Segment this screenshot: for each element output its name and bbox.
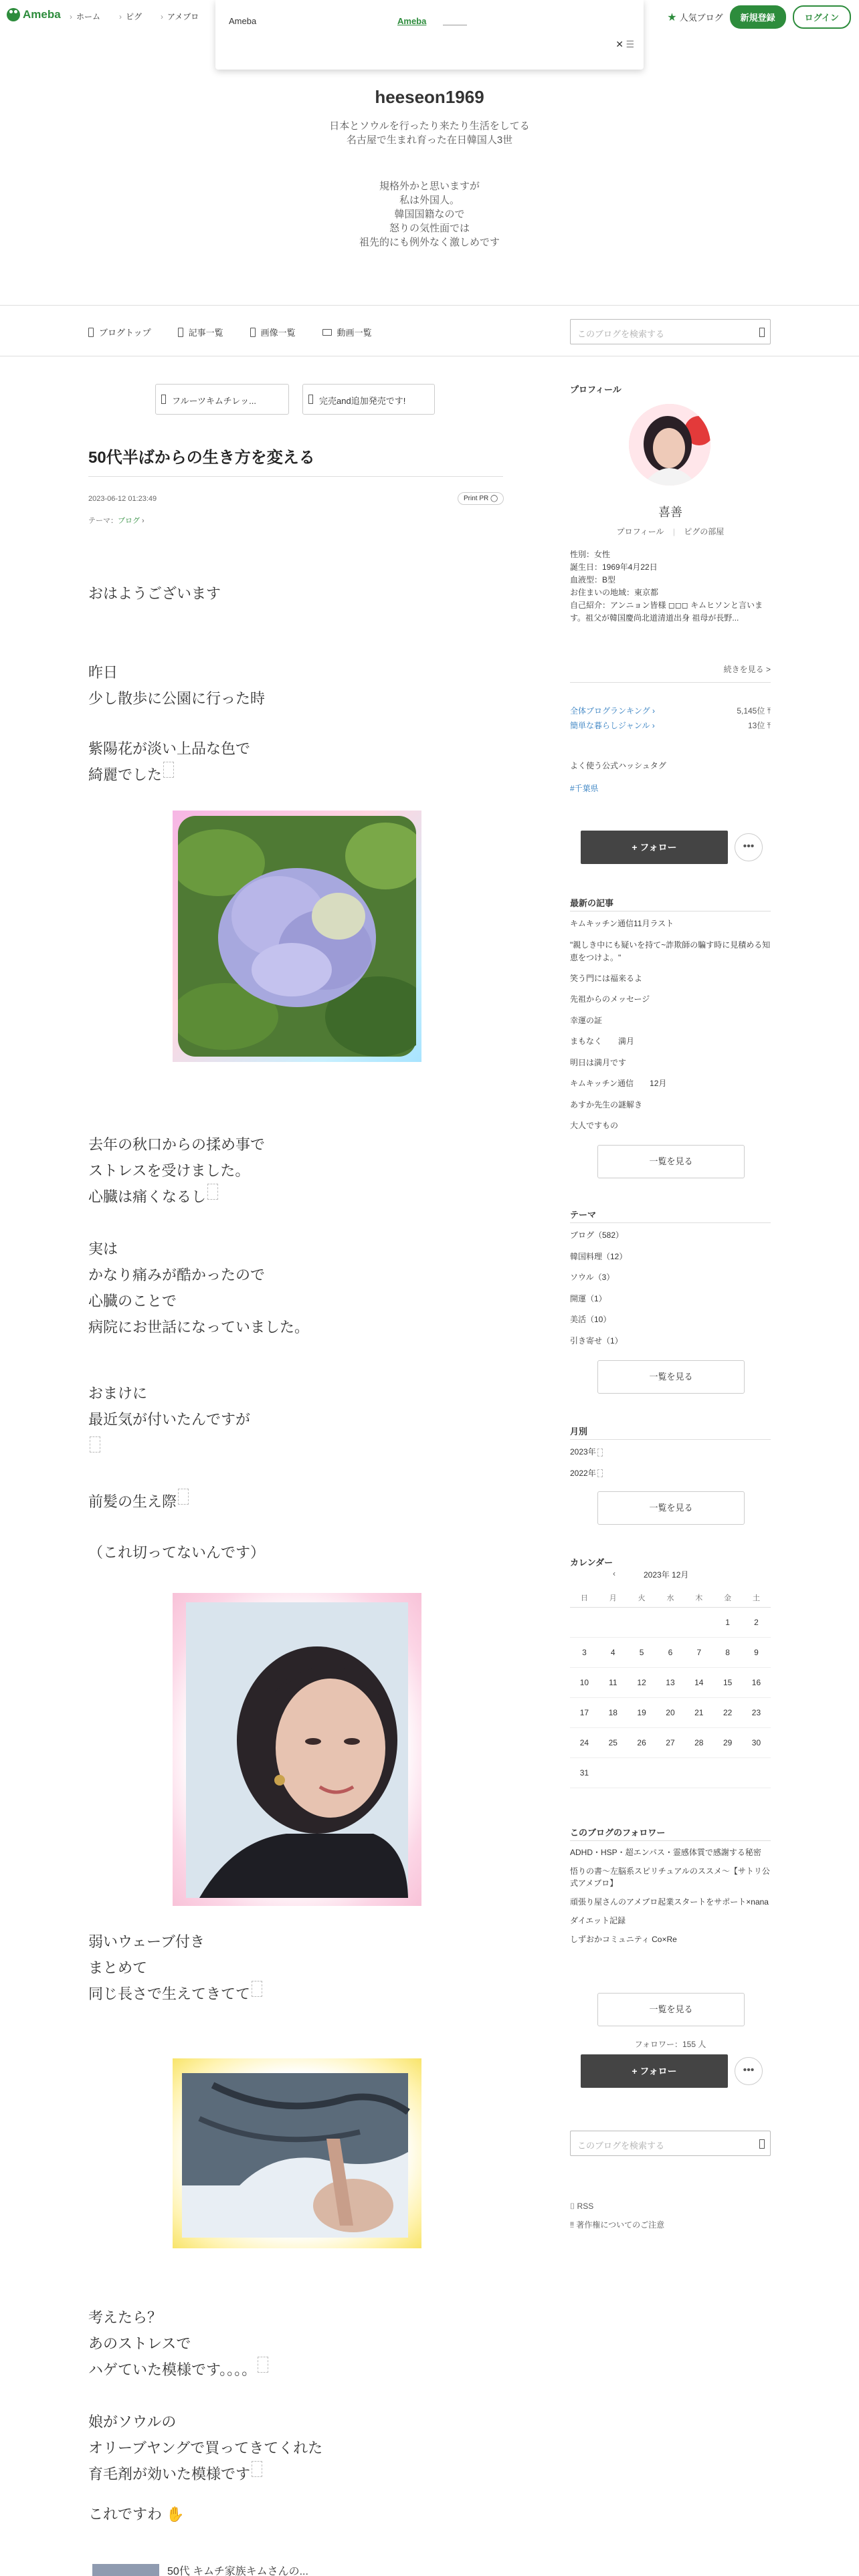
divider	[570, 1439, 771, 1440]
post-paragraph: 実は かなり痛みが酷かったので 心臓のことで 病院にお世話になっていました。	[88, 1241, 310, 1335]
post-paragraph: 去年の秋口からの揉め事で ストレスを受けました。 心臓は痛くなるし	[88, 1136, 266, 1205]
genre-ranking-link[interactable]: 簡単な暮らしジャンル ›	[570, 721, 655, 730]
calendar-day	[684, 1758, 713, 1788]
recent-item[interactable]: "親しき中にも疑いを持て~詐欺師の騙す時に見積める知恵をつけよ。"	[570, 940, 771, 962]
recent-item[interactable]: 大人ですもの	[570, 1121, 619, 1130]
copyright-link[interactable]: ‼ 著作権についてのご注意	[570, 2220, 665, 2230]
list-icon	[178, 328, 183, 337]
blog-search-input[interactable]: このブログを検索する	[570, 319, 771, 344]
month-item[interactable]: 2023年	[570, 1442, 771, 1463]
doc-icon	[161, 395, 166, 404]
nav-pigg[interactable]: › ピグ	[119, 11, 142, 22]
calendar-day: 15	[713, 1668, 742, 1698]
ameba-frog-icon	[7, 8, 20, 21]
theme-item[interactable]: ブログ（582）	[570, 1230, 624, 1240]
theme-item[interactable]: 開運（1）	[570, 1293, 607, 1303]
recent-item[interactable]: キムキッチン通信 12月	[570, 1079, 667, 1088]
post-title[interactable]: 50代半ばからの生き方を変える	[88, 449, 315, 467]
post-date: 2023-06-12 01:23:49	[88, 495, 157, 503]
divider	[0, 305, 859, 306]
calendar-day: 26	[628, 1728, 656, 1758]
follower-item[interactable]: ダイエット記録	[570, 1916, 626, 1925]
emoji-image	[207, 1184, 218, 1200]
calendar-day: 8	[713, 1638, 742, 1668]
recent-more-button[interactable]: 一覧を見る	[597, 1145, 745, 1178]
post-paragraph: 前髪の生え際	[88, 1489, 189, 1515]
search-icon[interactable]	[759, 328, 765, 337]
chevron-icon	[597, 1469, 603, 1477]
hair-photo[interactable]	[173, 2058, 421, 2248]
overall-ranking-value: 5,145位 ⤒	[737, 706, 771, 716]
recent-item[interactable]: 幸運の証	[570, 1015, 603, 1025]
hashtag-link[interactable]: #千葉県	[570, 784, 599, 793]
calendar-day: 1	[713, 1608, 742, 1638]
emoji-image: ✋	[162, 2506, 185, 2523]
calendar-day: 23	[742, 1698, 771, 1728]
calendar-day: 13	[656, 1668, 685, 1698]
calendar-day	[599, 1758, 628, 1788]
calendar-day: 24	[570, 1728, 599, 1758]
calendar-day	[742, 1758, 771, 1788]
calendar-day	[656, 1608, 685, 1638]
recent-item[interactable]: 明日は満月です	[570, 1057, 627, 1067]
calendar-day	[628, 1608, 656, 1638]
close-icon[interactable]: ✕	[615, 39, 624, 49]
calendar-grid	[570, 1589, 771, 1788]
theme-list	[570, 1225, 771, 1352]
prev-entry-link[interactable]: フルーツキムチレッ...	[155, 384, 289, 415]
follow-button[interactable]: + フォロー	[581, 2054, 728, 2088]
blog-title[interactable]: heeseon1969	[375, 87, 484, 107]
post-paragraph: 娘がソウルの オリーブヤングで買ってきてくれた 育毛剤が効いた模様です	[88, 2413, 323, 2482]
theme-item[interactable]: 韓国料理（12）	[570, 1251, 628, 1261]
nav-video-list[interactable]: 動画一覧	[322, 326, 372, 338]
blog-intro: 規格外かと思いますが 私は外国人。 韓国国籍なので 怒りの気性面では 祖先的にも例外なく激しめです	[359, 181, 500, 248]
rss-link[interactable]: ⌷ RSS	[570, 2202, 594, 2211]
calendar-day: 7	[684, 1638, 713, 1668]
hashtag-heading: よく使う公式ハッシュタグ	[570, 761, 666, 770]
recent-heading: 最新の記事	[570, 898, 614, 908]
rss-icon: ⌷	[570, 2202, 577, 2211]
theme-item[interactable]: ソウル（3）	[570, 1273, 615, 1282]
video-icon	[322, 329, 332, 336]
profile-more-link[interactable]: 続きを見る >	[723, 665, 771, 674]
image-icon	[250, 328, 256, 337]
calendar-day: 30	[742, 1728, 771, 1758]
menu-icon[interactable]: ☰	[626, 39, 634, 49]
follower-item[interactable]: しずおかコミュニティ Co×Re	[570, 1935, 677, 1944]
month-item[interactable]: 2022年	[570, 1463, 771, 1485]
star-icon: ★	[667, 11, 677, 23]
post-paragraph: 紫陽花が淡い上品な色で 綺麗でした	[88, 740, 251, 783]
follower-item[interactable]: ADHD・HSP・超エンパス・霊感体質で感謝する秘密	[570, 1848, 761, 1857]
recent-item[interactable]: キムキッチン通信11月ラスト	[570, 919, 674, 928]
weekday: 火	[628, 1589, 656, 1608]
post-paragraph: 弱いウェーブ付き まとめて 同じ長さで生えてきてて	[88, 1929, 262, 2007]
popup-label: Ameba	[229, 16, 257, 26]
profile-details: 性別：女性 誕生日：1969年4月22日 血液型：B型 お住まいの地域：東京都 自己紹介：アンニョン皆様 ◻︎◻︎◻︎ キムヒソンと言います。祖父が韓国慶尚北道清道出身 祖母が長野...	[570, 550, 763, 623]
recent-item[interactable]: まもなく 満月	[570, 1037, 635, 1046]
weekday: 木	[684, 1589, 713, 1608]
calendar-day: 12	[628, 1668, 656, 1698]
calendar-prev-icon[interactable]: ‹	[613, 1569, 615, 1578]
next-entry-link[interactable]: 完売and追加発売です!	[302, 384, 435, 415]
recent-item[interactable]: あすか先生の謎解き	[570, 1099, 643, 1109]
calendar-day: 6	[656, 1638, 685, 1668]
more-options-icon[interactable]: •••	[735, 2057, 763, 2085]
portrait-photo[interactable]	[173, 1593, 421, 1906]
post-paragraph: 昨日 少し散歩に公園に行った時	[88, 664, 266, 707]
popup-input[interactable]	[443, 16, 467, 25]
emoji-image	[252, 2461, 262, 2477]
follower-count: フォロワー：155 人	[634, 2040, 706, 2049]
divider	[570, 1222, 771, 1223]
calendar-day: 27	[656, 1728, 685, 1758]
post-paragraph: おまけに 最近気が付いたんですが	[88, 1385, 251, 1428]
avatar-image	[629, 404, 710, 486]
monthly-more-button[interactable]: 一覧を見る	[597, 1491, 745, 1525]
calendar-day	[684, 1608, 713, 1638]
pigg-room-link[interactable]: ピグの部屋	[684, 527, 725, 536]
profile-link[interactable]: プロフィール	[616, 527, 664, 536]
weekday: 水	[656, 1589, 685, 1608]
emoji-image	[252, 1981, 262, 1997]
calendar-day	[713, 1758, 742, 1788]
divider	[88, 476, 503, 477]
divider	[570, 682, 771, 683]
calendar-day	[599, 1608, 628, 1638]
weekday: 日	[570, 1589, 599, 1608]
followers-heading: このブログのフォロワー	[570, 1828, 666, 1838]
nav-home[interactable]: › ホーム	[70, 11, 100, 22]
blog-description: 日本とソウルを行ったり来たり生活をしてる 名古屋で生まれ育った在日韓国人3世	[329, 120, 530, 146]
calendar-day: 4	[599, 1638, 628, 1668]
warning-icon: ‼	[570, 2220, 577, 2230]
calendar-day: 18	[599, 1698, 628, 1728]
calendar-day	[628, 1758, 656, 1788]
followers-list	[570, 1843, 771, 1949]
product-title[interactable]: 50代 キムチ家族キムさんの...	[167, 2566, 308, 2576]
login-button[interactable]: ログイン	[793, 5, 851, 29]
sidebar-search-input[interactable]: このブログを検索する	[570, 2131, 771, 2156]
calendar-day	[570, 1608, 599, 1638]
calendar-day: 11	[599, 1668, 628, 1698]
follower-item[interactable]: 悟りの書〜左脳系スピリチュアルのススメ〜【サトリ公式アメブロ】	[570, 1866, 770, 1888]
more-options-icon[interactable]: •••	[735, 833, 763, 861]
calendar-day: 5	[628, 1638, 656, 1668]
weekday: 金	[713, 1589, 742, 1608]
doc-icon	[88, 328, 94, 337]
popular-blog-link[interactable]: ★ 人気ブログ	[667, 11, 723, 23]
profile-heading: プロフィール	[570, 385, 622, 395]
recent-list	[570, 914, 771, 1137]
follow-button[interactable]: + フォロー	[581, 831, 728, 864]
monthly-heading: 月別	[570, 1426, 588, 1436]
calendar-day: 19	[628, 1698, 656, 1728]
calendar-day: 21	[684, 1698, 713, 1728]
nav-image-list[interactable]: 画像一覧	[250, 326, 296, 338]
ameba-logo[interactable]: Ameba	[7, 8, 61, 21]
weekday: 土	[742, 1589, 771, 1608]
print-pr-button[interactable]: Print PR ◯	[458, 492, 504, 505]
theme-more-button[interactable]: 一覧を見る	[597, 1360, 745, 1394]
nav-ameblo[interactable]: › アメブロ	[161, 11, 199, 22]
post-theme: テーマ：ブログ ›	[88, 517, 145, 525]
register-button[interactable]: 新規登録	[730, 5, 786, 29]
overall-ranking-link[interactable]: 全体ブログランキング ›	[570, 706, 655, 716]
post-paragraph: これですわ ✋	[88, 2506, 185, 2523]
theme-heading: テーマ	[570, 1210, 597, 1220]
monthly-list	[570, 1442, 771, 1484]
calendar-day: 28	[684, 1728, 713, 1758]
nav-blog-top[interactable]: ブログトップ	[88, 326, 151, 338]
calendar-day: 31	[570, 1758, 599, 1788]
calendar-day: 25	[599, 1728, 628, 1758]
chevron-icon	[597, 1448, 603, 1457]
product-thumbnail[interactable]	[92, 2564, 159, 2576]
calendar-day	[656, 1758, 685, 1788]
emoji-image	[163, 762, 174, 778]
nav-entry-list[interactable]: 記事一覧	[178, 326, 223, 338]
emoji-image	[258, 2357, 268, 2373]
hydrangea-photo[interactable]	[173, 811, 421, 1062]
calendar-day: 3	[570, 1638, 599, 1668]
genre-ranking-value: 13位 ⤒	[748, 721, 771, 730]
emoji-image	[178, 1489, 189, 1505]
post-paragraph: （これ切ってないんです）	[88, 1544, 266, 1561]
follower-item[interactable]: 頑張り屋さんのアメブロ起業スタートをサポート×nana	[570, 1897, 769, 1907]
calendar-month: 2023年 12月	[644, 1570, 689, 1580]
calendar-heading: カレンダー	[570, 1558, 613, 1568]
blog-nav	[88, 326, 372, 338]
post-paragraph: 考えたら？ あのストレスで ハゲていた模様です。。。。	[88, 2304, 268, 2383]
header-popup	[215, 0, 644, 70]
calendar-day: 29	[713, 1728, 742, 1758]
profile-links: プロフィール | ピグの部屋	[616, 527, 725, 536]
search-icon[interactable]	[759, 2139, 765, 2149]
divider	[570, 1840, 771, 1841]
portrait-image	[173, 1593, 421, 1906]
global-nav	[70, 11, 199, 22]
profile-name[interactable]: 喜善	[658, 506, 682, 519]
theme-item[interactable]: 引き寄せ（1）	[570, 1335, 623, 1346]
calendar-day: 2	[742, 1608, 771, 1638]
recent-item[interactable]: 先祖からのメッセージ	[570, 994, 650, 1004]
calendar-day: 9	[742, 1638, 771, 1668]
calendar-day: 20	[656, 1698, 685, 1728]
calendar-day: 17	[570, 1698, 599, 1728]
calendar-day: 16	[742, 1668, 771, 1698]
calendar-day: 22	[713, 1698, 742, 1728]
theme-item[interactable]: 美活（10）	[570, 1315, 611, 1324]
hair-image	[173, 2058, 421, 2248]
calendar-day: 14	[684, 1668, 713, 1698]
popup-link[interactable]: Ameba	[397, 16, 427, 26]
hydrangea-image	[178, 816, 416, 1057]
avatar[interactable]	[629, 404, 710, 486]
calendar-day: 10	[570, 1668, 599, 1698]
weekday: 月	[599, 1589, 628, 1608]
followers-more-button[interactable]: 一覧を見る	[597, 1993, 745, 2026]
recent-item[interactable]: 笑う門には福来るよ	[570, 973, 643, 983]
emoji-image	[90, 1436, 100, 1453]
theme-link[interactable]: ブログ	[118, 517, 140, 525]
post-paragraph: おはようございます	[88, 585, 221, 602]
doc-icon	[308, 395, 313, 404]
